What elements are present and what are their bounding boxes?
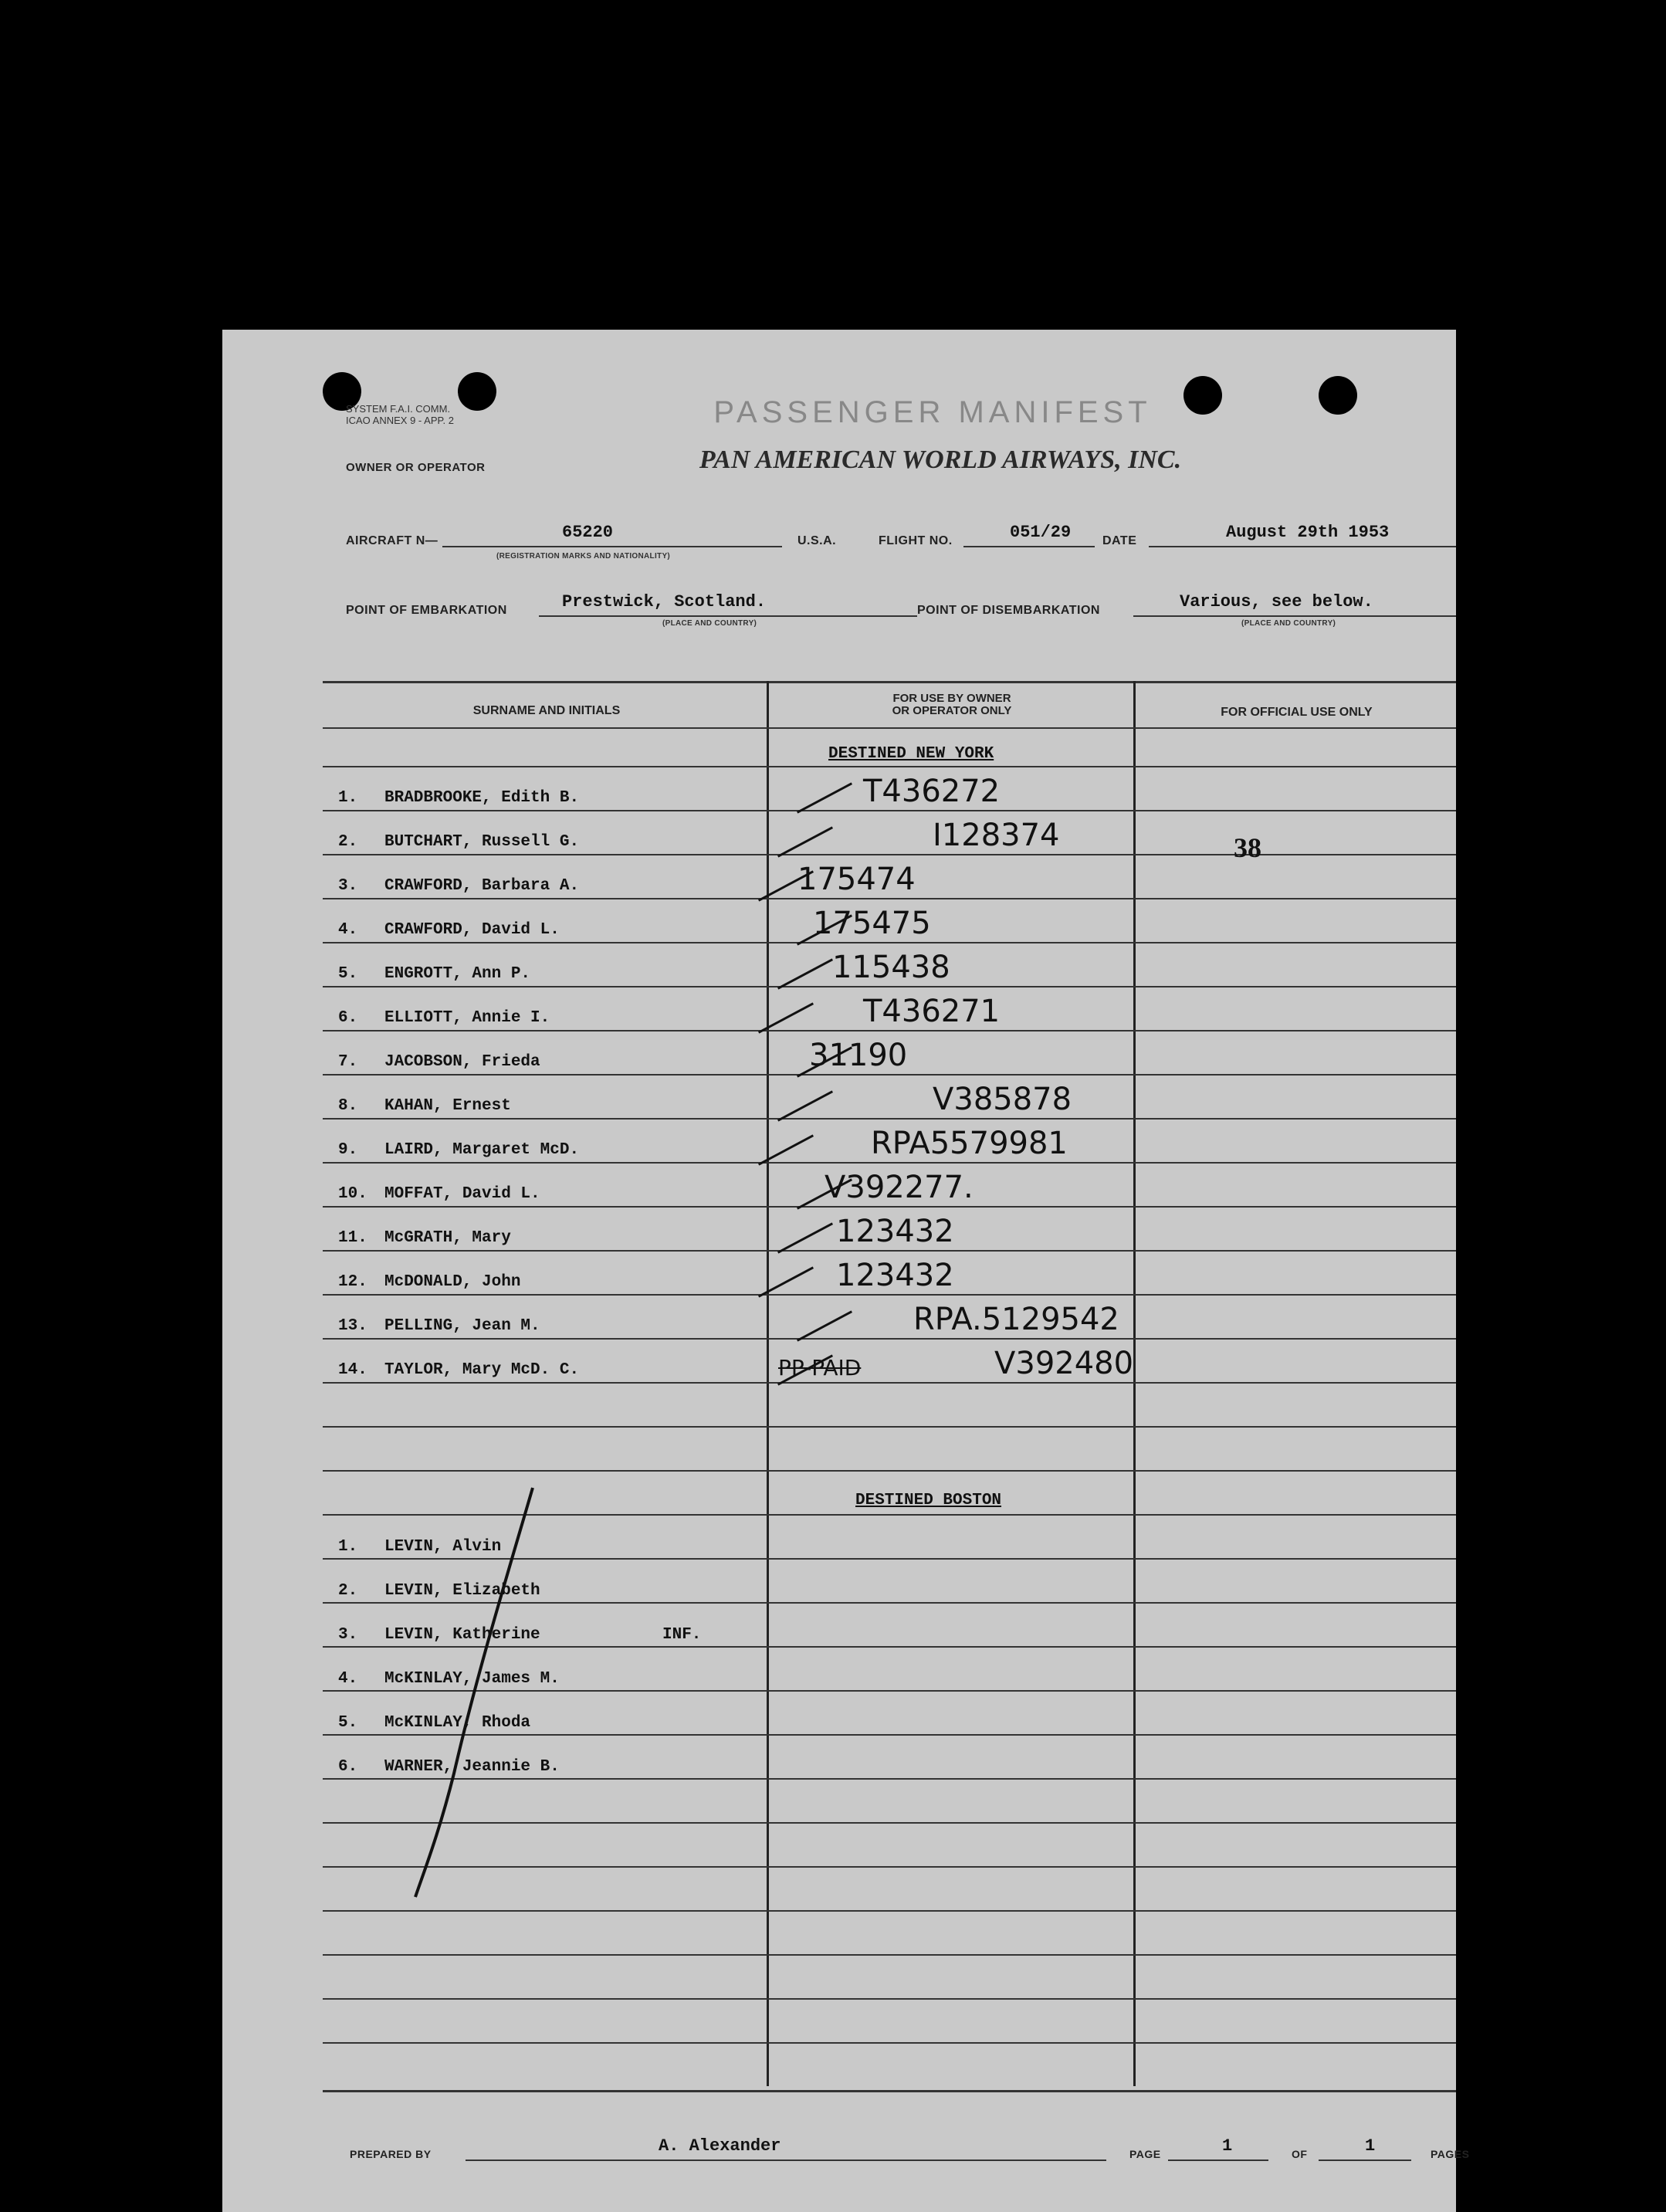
airline-name: PAN AMERICAN WORLD AIRWAYS, INC. <box>699 445 1182 474</box>
check-mark <box>777 1090 833 1121</box>
passenger-number: 1. <box>338 1538 358 1556</box>
passenger-number: 10. <box>338 1185 367 1203</box>
passenger-row <box>338 1229 511 1247</box>
ticket-number-note: T436271 <box>863 994 1001 1029</box>
disembarkation-label: POINT OF DISEMBARKATION <box>917 604 1100 617</box>
passenger-name: KAHAN, Ernest <box>384 1097 511 1115</box>
passenger-name: MOFFAT, David L. <box>384 1185 540 1203</box>
flight-value: 051/29 <box>1010 523 1072 542</box>
passenger-name: ELLIOTT, Annie I. <box>384 1009 550 1027</box>
ruled-line <box>323 1470 1456 1472</box>
ticket-number-note: RPA.5129542 <box>913 1302 1119 1337</box>
ticket-number-note: 123432 <box>836 1258 954 1293</box>
ticket-number-note: V392277. <box>825 1170 974 1205</box>
ruled-line <box>323 1250 1456 1252</box>
passenger-row <box>338 877 579 895</box>
disembarkation-underline <box>1133 615 1456 617</box>
ruled-line <box>323 854 1456 855</box>
page-value: 1 <box>1222 2136 1233 2156</box>
cancel-slash-mark <box>392 1480 547 1912</box>
column-divider <box>1133 681 1136 2086</box>
check-mark <box>797 1310 852 1341</box>
passenger-row <box>338 789 579 807</box>
passenger-row <box>338 921 560 939</box>
passenger-row <box>338 1317 540 1335</box>
ruled-line <box>323 942 1456 943</box>
passenger-name: BUTCHART, Russell G. <box>384 833 580 851</box>
passenger-number: 3. <box>338 877 358 895</box>
ruled-line <box>323 1954 1456 1956</box>
passenger-row <box>338 1097 511 1115</box>
passenger-name: JACOBSON, Frieda <box>384 1053 540 1071</box>
passenger-name: PELLING, Jean M. <box>384 1317 540 1335</box>
passenger-name: LEVIN, Elizabeth <box>384 1582 540 1600</box>
check-mark <box>777 958 833 989</box>
passenger-number: 11. <box>338 1229 367 1247</box>
table-top-rule <box>323 681 1456 683</box>
punch-hole <box>1319 376 1357 415</box>
date-underline <box>1149 546 1456 547</box>
of-value: 1 <box>1365 2136 1376 2156</box>
column-header-owner-line: OR OPERATOR ONLY <box>892 704 1012 717</box>
passenger-name: CRAWFORD, David L. <box>384 921 560 939</box>
passenger-name: ENGROTT, Ann P. <box>384 965 531 983</box>
passenger-name: LAIRD, Margaret McD. <box>384 1141 580 1159</box>
ruled-line <box>323 1118 1456 1120</box>
check-mark <box>777 1222 833 1253</box>
passenger-number: 14. <box>338 1361 367 1379</box>
ticket-number-note: I128374 <box>933 818 1060 853</box>
punch-hole <box>458 372 496 411</box>
passenger-row <box>338 965 530 983</box>
punch-hole <box>1183 376 1222 415</box>
page-label: PAGE <box>1129 2148 1161 2160</box>
passenger-number: 12. <box>338 1273 367 1291</box>
ticket-number-note: RPA5579981 <box>871 1126 1068 1161</box>
ruled-line <box>323 1382 1456 1384</box>
prepared-underline <box>466 2159 1106 2161</box>
of-label: OF <box>1292 2148 1308 2160</box>
ticket-number-note: 175474 <box>797 862 916 897</box>
passenger-name: CRAWFORD, Barbara A. <box>384 877 580 895</box>
ruled-line <box>323 986 1456 987</box>
ruled-line <box>323 1998 1456 2000</box>
passenger-row <box>338 1361 579 1379</box>
flight-underline <box>963 546 1095 547</box>
ruled-line <box>323 810 1456 811</box>
ruled-line <box>323 1074 1456 1076</box>
passenger-number: 5. <box>338 1714 358 1732</box>
passenger-number: 6. <box>338 1009 358 1027</box>
embarkation-underline <box>539 615 917 617</box>
prepared-by-label: PREPARED BY <box>350 2148 432 2160</box>
registration-caption: (REGISTRATION MARKS AND NATIONALITY) <box>496 552 671 561</box>
passenger-number: 6. <box>338 1758 358 1776</box>
passenger-name: TAYLOR, Mary McD. C. <box>384 1361 580 1379</box>
ruled-line <box>323 1338 1456 1340</box>
column-header-owner <box>770 693 1133 717</box>
ruled-line <box>323 2042 1456 2044</box>
passenger-number: 2. <box>338 833 358 851</box>
passenger-number: 7. <box>338 1053 358 1071</box>
infant-marker: INF. <box>662 1626 702 1644</box>
passenger-name: McDONALD, John <box>384 1273 521 1291</box>
usa-label: U.S.A. <box>797 534 837 547</box>
ruled-line <box>323 1206 1456 1208</box>
of-underline <box>1319 2159 1411 2161</box>
passenger-name: McGRATH, Mary <box>384 1229 511 1247</box>
passenger-number: 5. <box>338 965 358 983</box>
date-label: DATE <box>1102 534 1137 547</box>
passenger-row <box>338 1053 540 1071</box>
ticket-number-note: 115438 <box>832 950 950 985</box>
ticket-number-note: 175475 <box>813 906 931 941</box>
manifest-sheet <box>222 330 1470 2212</box>
disembarkation-caption: (PLACE AND COUNTRY) <box>1241 619 1336 628</box>
passenger-row <box>338 1009 550 1027</box>
embarkation-caption: (PLACE AND COUNTRY) <box>662 619 757 628</box>
date-value: August 29th 1953 <box>1226 523 1390 542</box>
aircraft-underline <box>442 546 782 547</box>
embarkation-label: POINT OF EMBARKATION <box>346 604 507 617</box>
ruled-line <box>323 766 1456 767</box>
stamp-line: ICAO ANNEX 9 - APP. 2 <box>346 415 454 426</box>
ruled-line <box>323 1426 1456 1428</box>
column-header-owner-line: FOR USE BY OWNER <box>892 692 1011 705</box>
passenger-number: 1. <box>338 789 358 807</box>
check-mark <box>797 782 852 813</box>
flight-label: FLIGHT NO. <box>879 534 953 547</box>
embarkation-value: Prestwick, Scotland. <box>562 592 767 611</box>
passenger-row <box>338 1141 579 1159</box>
passenger-number: 4. <box>338 1670 358 1688</box>
ruled-line <box>323 1162 1456 1164</box>
page-title: PASSENGER MANIFEST <box>713 395 1152 429</box>
column-divider <box>767 681 769 2086</box>
ticket-number-note: 123432 <box>836 1214 954 1249</box>
ruled-line <box>323 727 1456 729</box>
pages-label: PAGES <box>1431 2148 1470 2160</box>
official-mark: 38 <box>1234 832 1261 863</box>
passenger-row <box>338 1273 520 1291</box>
destination-heading-new-york: DESTINED NEW YORK <box>828 745 994 763</box>
column-header-surname: SURNAME AND INITIALS <box>472 704 621 717</box>
ticket-number-note: T436272 <box>863 774 1001 809</box>
table-bottom-rule <box>323 2090 1456 2092</box>
prepared-by-value: A. Alexander <box>659 2136 781 2156</box>
passenger-name: LEVIN, Alvin <box>384 1538 502 1556</box>
passenger-number: 3. <box>338 1626 358 1644</box>
ticket-number-note: V385878 <box>933 1082 1072 1117</box>
passenger-number: 9. <box>338 1141 358 1159</box>
destination-heading-boston: DESTINED BOSTON <box>855 1492 1002 1509</box>
approval-stamp <box>346 403 454 426</box>
passenger-number: 8. <box>338 1097 358 1115</box>
passenger-number: 13. <box>338 1317 367 1335</box>
ticket-number-note: V392480 <box>994 1346 1134 1381</box>
passenger-name: McKINLAY, Rhoda <box>384 1714 531 1732</box>
passenger-number: 2. <box>338 1582 358 1600</box>
stamp-line: SYSTEM F.A.I. COMM. <box>346 403 451 415</box>
aircraft-label: AIRCRAFT N— <box>346 534 439 547</box>
passenger-name: LEVIN, Katherine <box>384 1626 540 1644</box>
passenger-name: McKINLAY, James M. <box>384 1670 560 1688</box>
column-header-official: FOR OFFICIAL USE ONLY <box>1221 706 1373 719</box>
passenger-row <box>338 833 579 851</box>
paid-note: PP-PAID <box>778 1355 862 1380</box>
ruled-line <box>323 1294 1456 1296</box>
passenger-number: 4. <box>338 921 358 939</box>
disembarkation-value: Various, see below. <box>1180 592 1373 611</box>
aircraft-value: 65220 <box>562 523 614 542</box>
owner-label: OWNER OR OPERATOR <box>346 461 486 474</box>
ruled-line <box>323 1030 1456 1031</box>
passenger-name: BRADBROOKE, Edith B. <box>384 789 580 807</box>
ticket-number-note: 31190 <box>809 1038 908 1073</box>
ruled-line <box>323 898 1456 899</box>
passenger-row <box>338 1185 540 1203</box>
passenger-name: WARNER, Jeannie B. <box>384 1758 560 1776</box>
check-mark <box>777 826 833 857</box>
page-underline <box>1168 2159 1268 2161</box>
